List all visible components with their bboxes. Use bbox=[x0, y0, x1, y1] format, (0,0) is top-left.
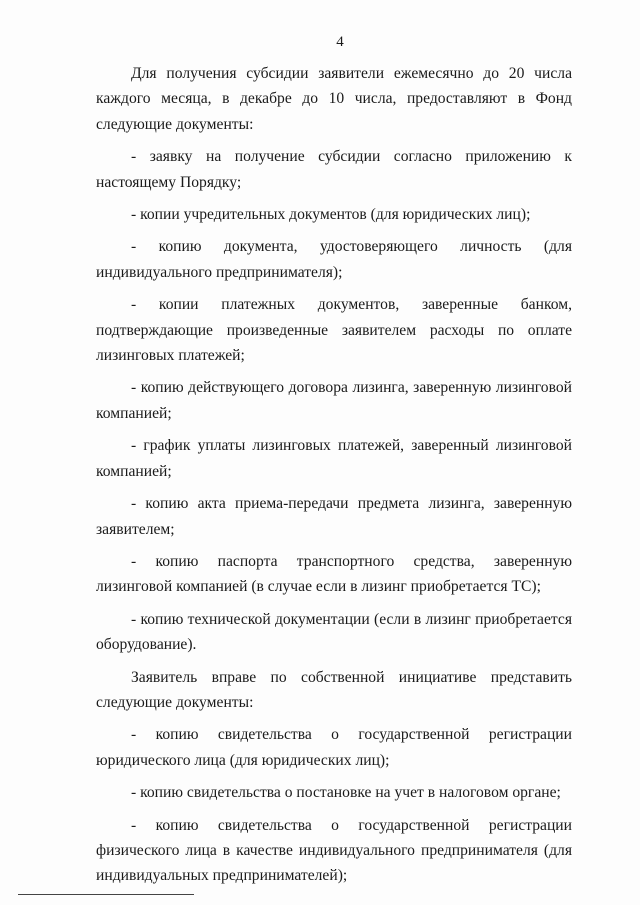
list-item-identity-document: - копию документа, удостоверяющего личность (для индивидуального предпринимателя); bbox=[96, 238, 572, 281]
list-item-application: - заявку на получение субсидии согласно приложению к настоящему Порядку; bbox=[96, 148, 572, 191]
paragraph-optional-documents: Заявитель вправе по собственной инициативе представить следующие документы: bbox=[96, 668, 572, 711]
footer-divider bbox=[18, 894, 194, 895]
document-body bbox=[96, 61, 572, 896]
list-item-tax-registration: - копию свидетельства о постановке на учет в налоговом органе; bbox=[131, 784, 561, 802]
list-item-founding-documents: - копии учредительных документов (для юридических лиц); bbox=[131, 206, 531, 224]
list-item-legal-entity-registration: - копию свидетельства о государственной регистрации юридического лица (для юридических лиц); bbox=[96, 726, 572, 769]
list-item-vehicle-passport: - копию паспорта транспортного средства, заверенную лизинговой компанией (в случае если в лизинг приобретается ТС); bbox=[96, 552, 572, 596]
page-number: 4 bbox=[336, 34, 344, 50]
list-item-technical-documentation: - копию технической документации (если в лизинг приобретается оборудование). bbox=[96, 610, 572, 654]
list-item-entrepreneur-registration: - копию свидетельства о государственной регистрации физического лица в качестве индивидуального предпринимателя (для индивидуальных предпринимателей); bbox=[96, 816, 572, 885]
list-item-payment-documents: - копии платежных документов, заверенные банком, подтверждающие произведенные заявителем расходы по оплате лизинговых платежей; bbox=[96, 296, 572, 365]
list-item-leasing-contract: - копию действующего договора лизинга, заверенную лизинговой компанией; bbox=[96, 379, 572, 422]
paragraph-intro: Для получения субсидии заявители ежемесячно до 20 числа каждого месяца, в декабре до 10 числа, предоставляют в Фонд следующие документы: bbox=[96, 65, 572, 133]
list-item-payment-schedule: - график уплаты лизинговых платежей, заверенный лизинговой компанией; bbox=[96, 437, 572, 480]
list-item-transfer-act: - копию акта приема-передачи предмета лизинга, заверенную заявителем; bbox=[96, 495, 572, 538]
